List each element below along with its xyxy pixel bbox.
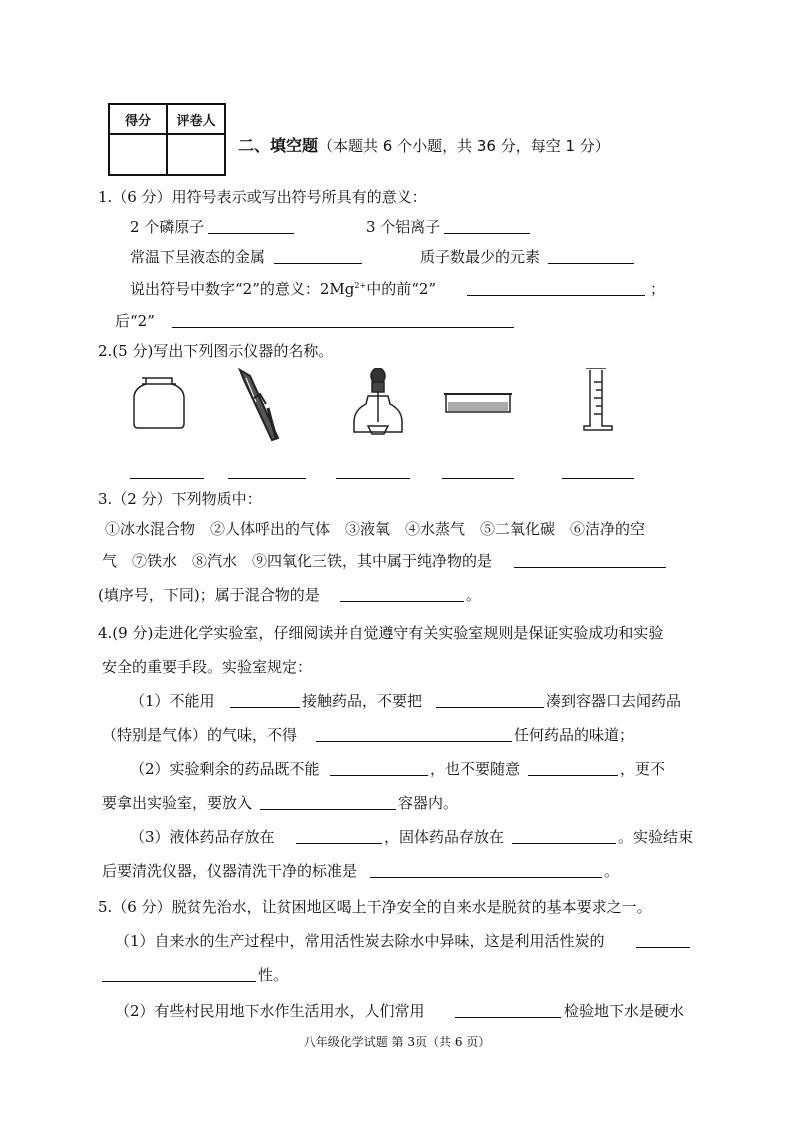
q4-blank-5[interactable] [528,775,618,776]
section-title: 二、填空题 [238,136,319,155]
q4-p2a: （2）实验剩余的药品既不能 [130,760,320,778]
q3-line3b: 。 [466,586,482,604]
q4-blank-4[interactable] [330,775,428,776]
q1-a-label: 2 个磷原子 [130,218,205,236]
instrument-figures [128,368,668,448]
q4-blank-6[interactable] [260,809,396,810]
q2-blank-1[interactable] [130,478,204,479]
q5-p1b: 性。 [258,966,289,984]
q4-p1c: 凑到容器口去闻药品 [546,692,682,710]
q4-p1e: 任何药品的味道； [514,726,635,744]
q4-p2e: 容器内。 [398,794,459,812]
q4-p3e: 。 [604,862,620,880]
q1-d-label: 质子数最少的元素 [420,248,541,266]
q5-blank-1a[interactable] [636,947,690,948]
grader-cell[interactable] [167,134,225,175]
q1-d-blank[interactable] [548,263,634,264]
q5-p2b: 检验地下水是硬水 [564,1002,685,1020]
q1-e-end: ； [650,280,666,298]
q3-pure-blank[interactable] [514,567,666,568]
wide-mouth-bottle-icon [134,378,184,428]
q2-stem: 2.(5 分)写出下列图示仪器的名称。 [98,342,334,360]
q4-p2d: 要拿出实验室，要放入 [102,794,253,812]
q1-e-label [130,278,436,299]
graduated-cylinder-icon [584,368,612,430]
q1-b-blank[interactable] [444,233,530,234]
q3-mixture-blank[interactable] [340,601,464,602]
q1-a-blank[interactable] [208,233,294,234]
q4-blank-7[interactable] [296,843,382,844]
q1-e-post: 中的前“2” [366,280,437,298]
q4-p2c: ，更不 [620,760,666,778]
q5-p2a: （2）有些村民用地下水作生活用水，人们常用 [115,1002,425,1020]
q1-b-label: 3 个铝离子 [366,218,441,236]
q4-p1a: （1）不能用 [130,692,215,710]
q4-p3c: 。实验结束 [618,828,694,846]
q1-c-blank[interactable] [274,263,362,264]
q3-line2: 气 ⑦铁水 ⑧汽水 ⑨四氧化三铁，其中属于纯净物的是 [102,552,493,570]
q1-f-blank[interactable] [172,327,514,328]
q4-blank-2[interactable] [436,707,544,708]
q1-e-blank[interactable] [467,295,645,296]
q1-e-pre: 说出符号中数字“2”的意义：2Mg [130,280,355,298]
q1-e-sup: 2+ [354,281,367,290]
score-header: 得分 [109,104,167,134]
q4-p1b: 接触药品，不要把 [302,692,423,710]
q5-p1a: （1）自来水的生产过程中，常用活性炭去除水中异味，这是利用活性炭的 [115,932,605,950]
dropper-bottle-icon [354,368,402,434]
q4-blank-9[interactable] [370,877,602,878]
q4-p3d: 后要清洗仪器，仪器清洗干净的标准是 [102,862,358,880]
q4-stem-1: 4.(9 分)走进化学实验室，仔细阅读并自觉遵守有关实验室规则是保证实验成功和实验 [98,624,664,642]
grader-header: 评卷人 [167,104,225,134]
section-note: （本题共 6 个小题，共 36 分，每空 1 分） [318,137,610,155]
score-table [108,103,226,176]
q4-p1d: （特别是气体）的气味，不得 [102,726,298,744]
score-cell[interactable] [109,134,167,175]
q4-stem-2: 安全的重要手段。实验室规定： [102,658,313,676]
q1-c-label: 常温下呈液态的金属 [130,248,266,266]
q2-blank-4[interactable] [442,478,514,479]
q3-stem: 3.（2 分）下列物质中： [98,490,262,508]
q4-blank-1[interactable] [230,707,300,708]
q4-p3a: （3）液体药品存放在 [130,828,275,846]
q5-blank-1b[interactable] [102,981,256,982]
q3-line3a: (填序号，下同)；属于混合物的是 [98,586,320,604]
q1-stem: 1.（6 分）用符号表示或写出符号所具有的意义： [98,188,427,206]
q5-blank-2[interactable] [455,1017,561,1018]
section-heading [238,133,610,156]
q2-blank-2[interactable] [228,478,306,479]
q5-stem: 5.（6 分）脱贫先治水，让贫困地区喝上干净安全的自来水是脱贫的基本要求之一。 [98,898,652,916]
q3-line1: ①冰水混合物 ②人体呼出的气体 ③液氧 ④水蒸气 ⑤二氧化碳 ⑥洁净的空 [105,520,646,538]
q2-blank-5[interactable] [562,478,634,479]
page-footer: 八年级化学试题 第 3页（共 6 页） [303,1035,491,1049]
q4-blank-8[interactable] [512,843,616,844]
petri-dish-icon [444,394,512,412]
q1-f-label: 后“2” [115,312,155,330]
test-tube-holder-icon [240,370,278,440]
q4-p3b: ，固体药品存放在 [384,828,505,846]
q4-p2b: ，也不要随意 [430,760,521,778]
q4-blank-3[interactable] [316,741,512,742]
q2-blank-3[interactable] [336,478,410,479]
